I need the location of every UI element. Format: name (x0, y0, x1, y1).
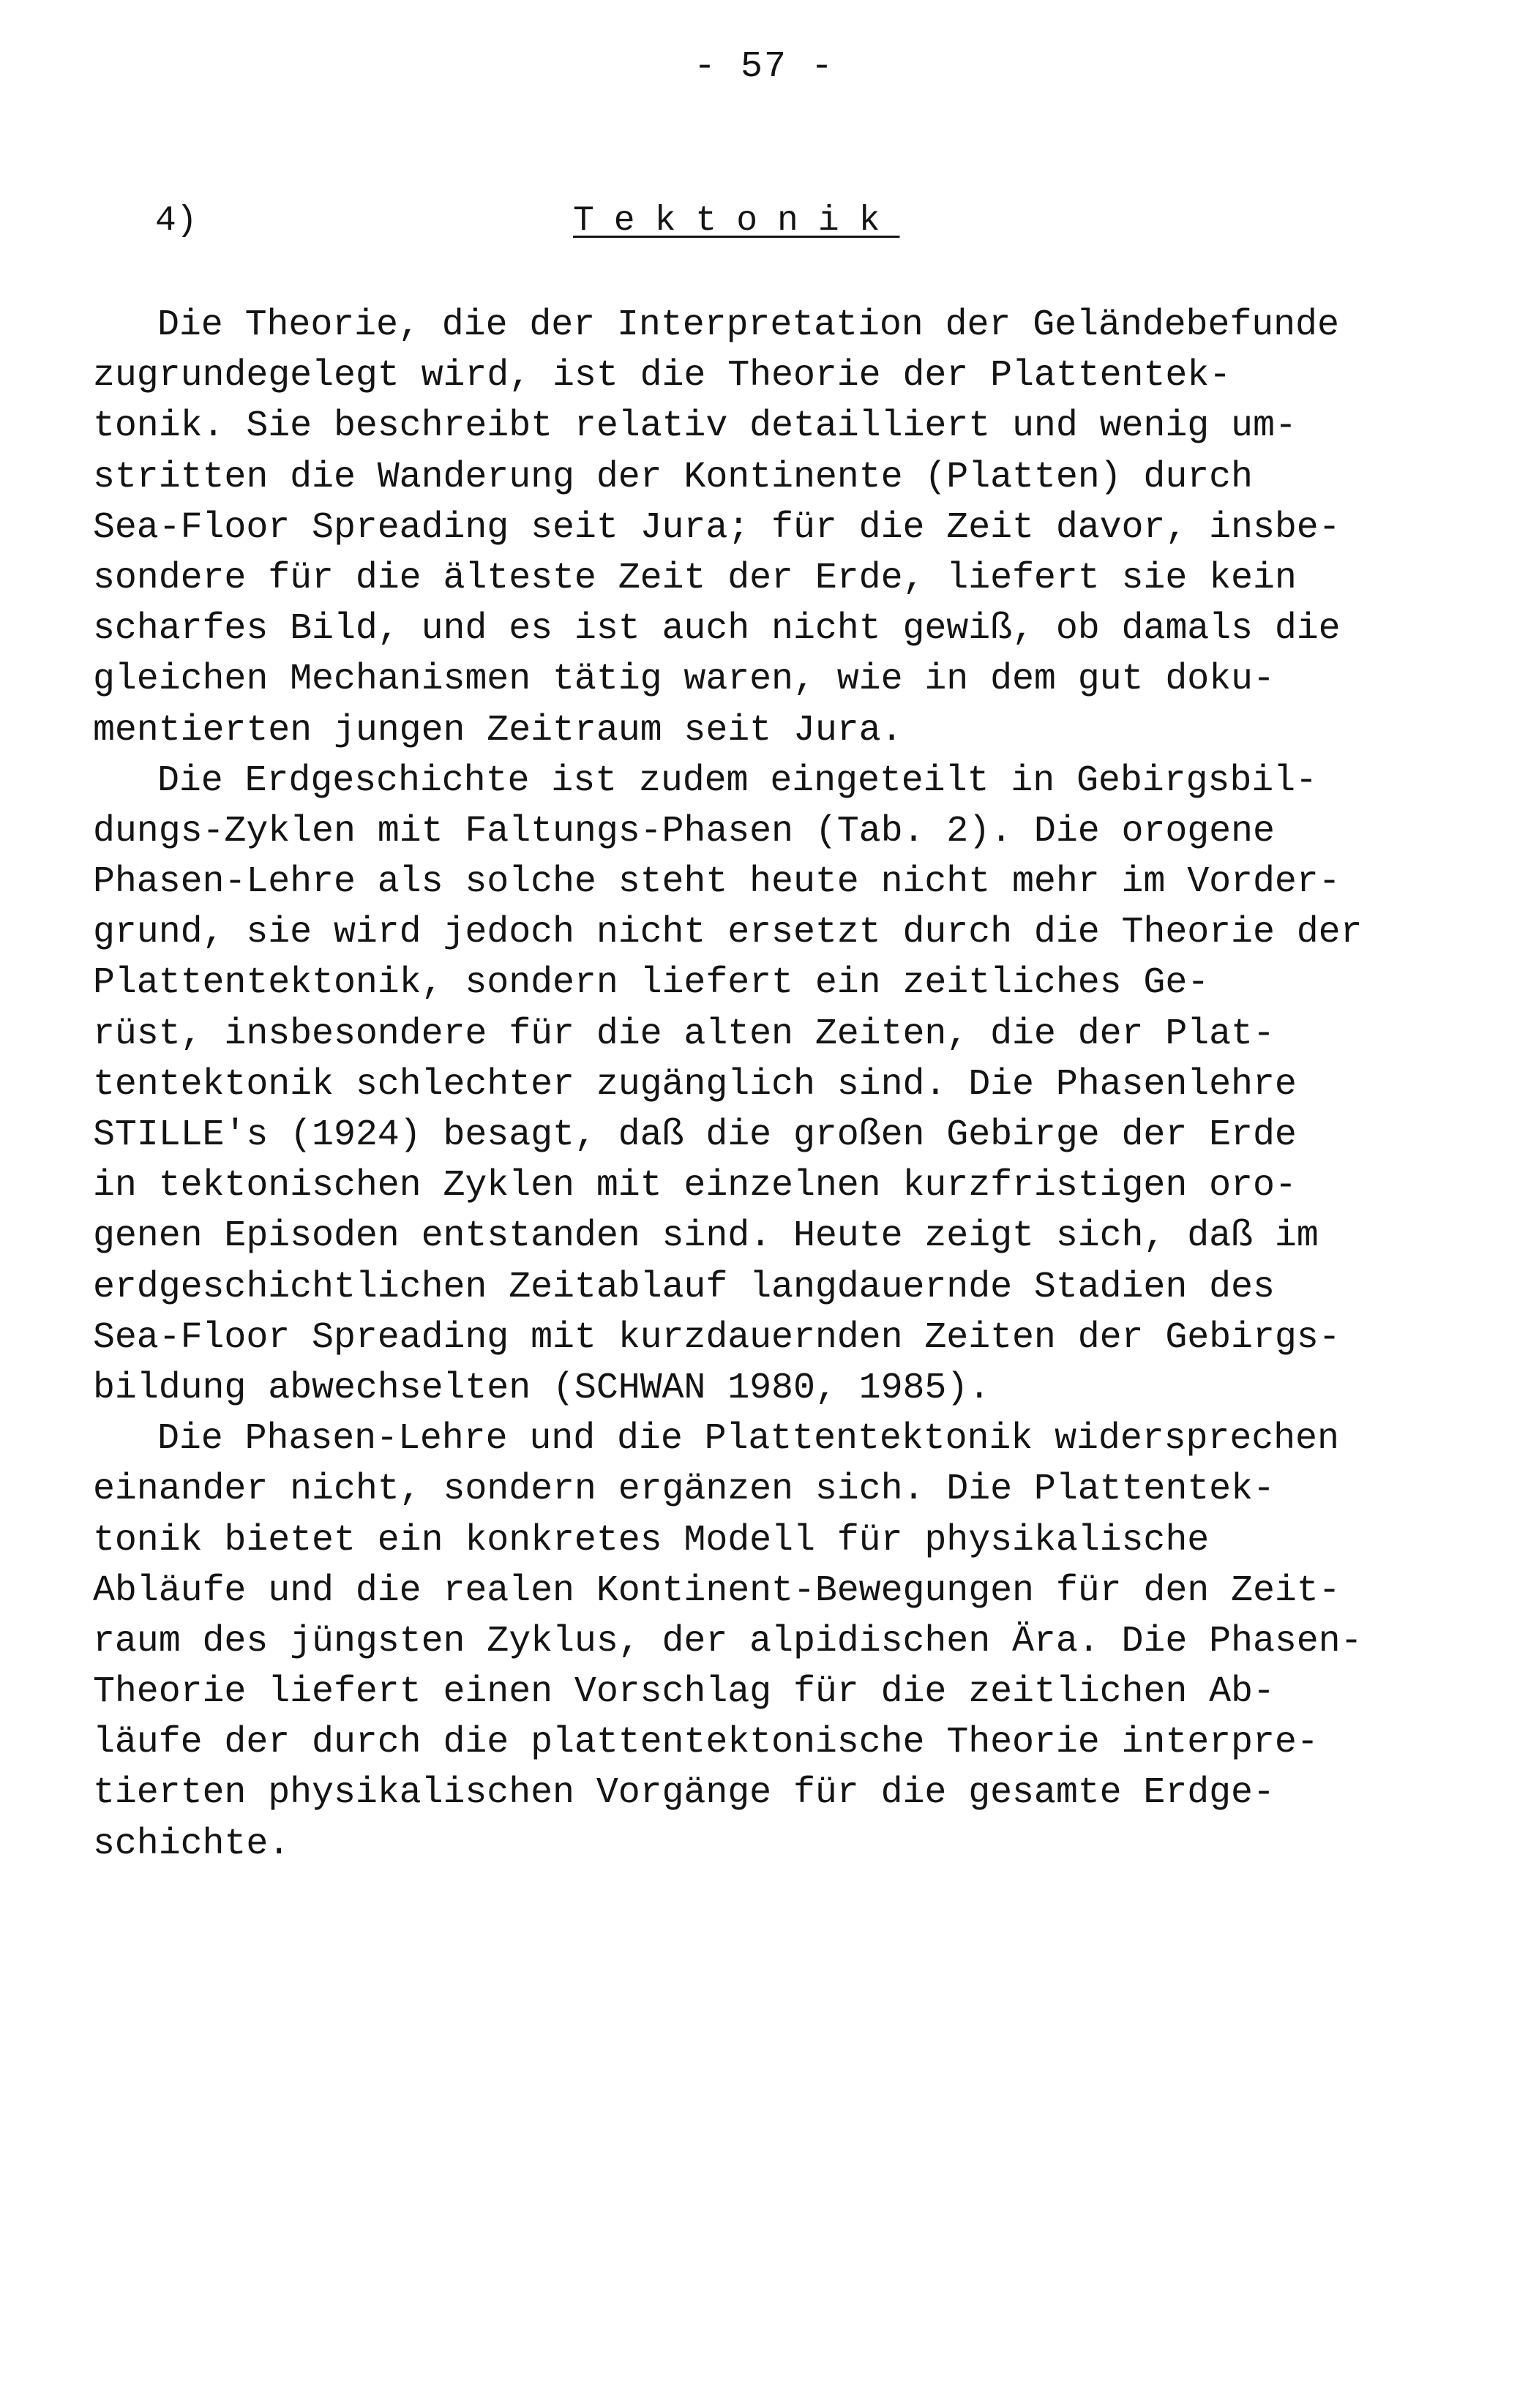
text-line: zugrundegelegt wird, ist die Theorie der Plattentek- (93, 355, 1232, 397)
text-line: stritten die Wanderung der Kontinente (Platten) durch (93, 456, 1253, 498)
text-line: Theorie liefert einen Vorschlag für die zeitlichen Ab- (93, 1671, 1275, 1714)
text-line: raum des jüngsten Zyklus, der alpidischen Ära. Die Phasen- (93, 1620, 1363, 1662)
text-line: tentektonik schlechter zugänglich sind. Die Phasenlehre (93, 1063, 1297, 1106)
text-line: grund, sie wird jedoch nicht ersetzt durch die Theorie der (93, 912, 1363, 954)
text-line: Sea-Floor Spreading mit kurzdauernden Zeiten der Gebirgs- (93, 1316, 1341, 1359)
page-number: - 57 - (693, 46, 835, 88)
text-line: tierten physikalischen Vorgänge für die gesamte Erdge- (93, 1772, 1275, 1815)
section-number: 4) (155, 201, 198, 241)
text-line: Sea-Floor Spreading seit Jura; für die Zeit davor, insbe- (93, 506, 1341, 549)
text-line: läufe der durch die plattentektonische Theorie interpre- (93, 1722, 1319, 1764)
text-line: gleichen Mechanismen tätig waren, wie in dem gut doku- (93, 659, 1275, 701)
text-line: Phasen-Lehre als solche steht heute nicht mehr im Vorder- (93, 861, 1341, 904)
text-line: bildung abwechselten (SCHWAN 1980, 1985). (93, 1367, 991, 1409)
text-line: dungs-Zyklen mit Faltungs-Phasen (Tab. 2). Die orogene (93, 810, 1275, 852)
section-heading (0, 199, 1528, 250)
text-line: Plattentektonik, sondern liefert ein zeitliches Ge- (93, 962, 1210, 1005)
text-line: sondere für die älteste Zeit der Erde, liefert sie kein (93, 557, 1297, 599)
text-line: einander nicht, sondern ergänzen sich. Die Plattentek- (93, 1469, 1275, 1511)
text-line: tonik bietet ein konkretes Modell für physikalische (93, 1519, 1210, 1561)
text-line: Die Erdgeschichte ist zudem eingeteilt in Gebirgsbil- (157, 759, 1317, 802)
text-line: genen Episoden entstanden sind. Heute zeigt sich, daß im (93, 1215, 1319, 1258)
body-text (93, 300, 1469, 1869)
text-line: mentierten jungen Zeitraum seit Jura. (93, 709, 903, 751)
text-line: STILLE's (1924) besagt, daß die großen Gebirge der Erde (93, 1114, 1297, 1156)
text-line: Die Phasen-Lehre und die Plattentektonik widersprechen (157, 1418, 1339, 1460)
paragraph-complementary-theories (93, 1414, 1469, 1869)
text-line: Abläufe und die realen Kontinent-Bewegungen für den Zeit- (93, 1569, 1341, 1612)
text-line: rüst, insbesondere für die alten Zeiten, die der Plat- (93, 1013, 1275, 1055)
paragraph-plate-tectonics-theory (93, 300, 1469, 756)
text-line: erdgeschichtlichen Zeitablauf langdauernde Stadien des (93, 1266, 1275, 1308)
text-line: tonik. Sie beschreibt relativ detailliert und wenig um- (93, 405, 1297, 448)
text-line: scharfes Bild, und es ist auch nicht gewiß, ob damals die (93, 608, 1341, 650)
paragraph-earth-history-cycles (93, 756, 1469, 1414)
text-line: in tektonischen Zyklen mit einzelnen kurzfristigen oro- (93, 1165, 1297, 1207)
text-line: schichte. (93, 1823, 291, 1865)
section-title: Tektonik (573, 201, 900, 241)
text-line: Die Theorie, die der Interpretation der Geländebefunde (157, 304, 1339, 346)
